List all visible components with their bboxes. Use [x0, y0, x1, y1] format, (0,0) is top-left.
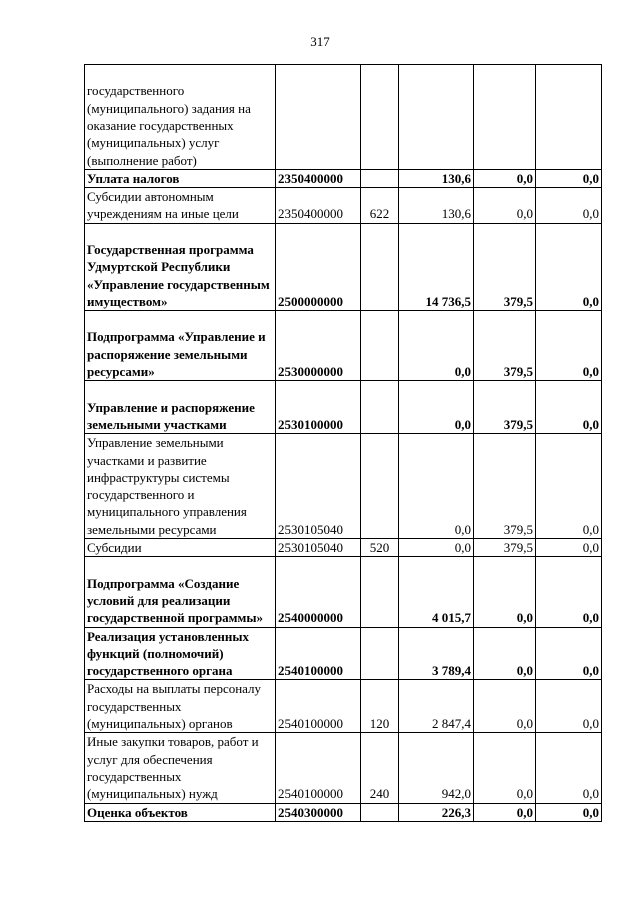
row-expense-type-cell — [361, 381, 399, 434]
row-code-cell: 2540100000 — [276, 627, 361, 680]
row-name-cell: Уплата налогов — [85, 169, 276, 187]
row-value-2-cell: 379,5 — [474, 381, 536, 434]
row-expense-type-cell — [361, 803, 399, 821]
row-value-3-cell: 0,0 — [536, 680, 602, 733]
row-value-3-cell: 0,0 — [536, 539, 602, 557]
row-name-cell: государственного (муниципального) задания на оказание государственных (муниципальных) услуг (выполнение работ) — [85, 65, 276, 170]
row-value-1-cell: 0,0 — [399, 381, 474, 434]
row-expense-type-cell — [361, 311, 399, 381]
row-value-3-cell — [536, 65, 602, 170]
row-value-3-cell: 0,0 — [536, 434, 602, 539]
row-value-2-cell: 0,0 — [474, 188, 536, 224]
row-code-cell: 2350400000 — [276, 169, 361, 187]
row-name-cell: Управление земельными участками и развитие инфраструктуры системы государственного и муниципального управления земельными ресурсами — [85, 434, 276, 539]
row-code-cell: 2540100000 — [276, 733, 361, 803]
row-expense-type-cell — [361, 557, 399, 627]
row-value-1-cell: 0,0 — [399, 539, 474, 557]
table-row — [85, 539, 602, 557]
row-name-cell: Иные закупки товаров, работ и услуг для обеспечения государственных (муниципальных) нужд — [85, 733, 276, 803]
row-name-cell: Управление и распоряжение земельными участками — [85, 381, 276, 434]
table-row — [85, 65, 602, 170]
row-code-cell: 2540300000 — [276, 803, 361, 821]
row-value-3-cell: 0,0 — [536, 803, 602, 821]
row-expense-type-cell — [361, 169, 399, 187]
budget-table — [84, 64, 602, 822]
row-code-cell: 2530000000 — [276, 311, 361, 381]
row-value-2-cell: 379,5 — [474, 539, 536, 557]
row-value-1-cell: 130,6 — [399, 169, 474, 187]
row-name-cell: Расходы на выплаты персоналу государственных (муниципальных) органов — [85, 680, 276, 733]
row-value-2-cell — [474, 65, 536, 170]
row-value-2-cell: 0,0 — [474, 733, 536, 803]
budget-table-body — [85, 65, 602, 822]
row-name-cell: Подпрограмма «Создание условий для реализации государственной программы» — [85, 557, 276, 627]
row-name-cell: Оценка объектов — [85, 803, 276, 821]
table-row — [85, 381, 602, 434]
row-name-cell: Реализация установленных функций (полномочий) государственного органа — [85, 627, 276, 680]
row-value-2-cell: 0,0 — [474, 803, 536, 821]
table-row — [85, 311, 602, 381]
row-expense-type-cell: 120 — [361, 680, 399, 733]
row-value-3-cell: 0,0 — [536, 188, 602, 224]
row-expense-type-cell — [361, 434, 399, 539]
row-code-cell: 2530105040 — [276, 434, 361, 539]
table-row — [85, 627, 602, 680]
row-code-cell: 2530105040 — [276, 539, 361, 557]
row-code-cell: 2540000000 — [276, 557, 361, 627]
row-value-2-cell: 379,5 — [474, 311, 536, 381]
row-value-2-cell: 379,5 — [474, 223, 536, 311]
table-row — [85, 434, 602, 539]
row-value-3-cell: 0,0 — [536, 381, 602, 434]
row-expense-type-cell: 240 — [361, 733, 399, 803]
row-value-2-cell: 0,0 — [474, 557, 536, 627]
row-value-2-cell: 0,0 — [474, 680, 536, 733]
row-value-3-cell: 0,0 — [536, 169, 602, 187]
row-value-1-cell: 130,6 — [399, 188, 474, 224]
table-row — [85, 188, 602, 224]
row-value-1-cell: 3 789,4 — [399, 627, 474, 680]
row-value-3-cell: 0,0 — [536, 557, 602, 627]
table-row — [85, 803, 602, 821]
row-value-1-cell: 0,0 — [399, 434, 474, 539]
row-code-cell: 2530100000 — [276, 381, 361, 434]
table-row — [85, 223, 602, 311]
row-value-2-cell: 0,0 — [474, 169, 536, 187]
row-value-3-cell: 0,0 — [536, 627, 602, 680]
row-value-1-cell: 4 015,7 — [399, 557, 474, 627]
row-value-3-cell: 0,0 — [536, 311, 602, 381]
row-name-cell: Государственная программа Удмуртской Республики «Управление государственным имуществом» — [85, 223, 276, 311]
row-expense-type-cell: 622 — [361, 188, 399, 224]
row-name-cell: Субсидии автономным учреждениям на иные цели — [85, 188, 276, 224]
row-value-1-cell: 14 736,5 — [399, 223, 474, 311]
row-value-1-cell: 942,0 — [399, 733, 474, 803]
row-value-3-cell: 0,0 — [536, 223, 602, 311]
table-row — [85, 169, 602, 187]
page-number: 317 — [310, 34, 330, 49]
row-value-3-cell: 0,0 — [536, 733, 602, 803]
row-value-1-cell: 226,3 — [399, 803, 474, 821]
row-value-2-cell: 0,0 — [474, 627, 536, 680]
row-value-2-cell: 379,5 — [474, 434, 536, 539]
row-expense-type-cell: 520 — [361, 539, 399, 557]
row-code-cell: 2540100000 — [276, 680, 361, 733]
row-value-1-cell — [399, 65, 474, 170]
row-code-cell: 2500000000 — [276, 223, 361, 311]
row-expense-type-cell — [361, 65, 399, 170]
row-expense-type-cell — [361, 223, 399, 311]
row-code-cell — [276, 65, 361, 170]
row-name-cell: Субсидии — [85, 539, 276, 557]
row-expense-type-cell — [361, 627, 399, 680]
row-code-cell: 2350400000 — [276, 188, 361, 224]
table-row — [85, 557, 602, 627]
row-value-1-cell: 2 847,4 — [399, 680, 474, 733]
row-value-1-cell: 0,0 — [399, 311, 474, 381]
table-row — [85, 733, 602, 803]
table-row — [85, 680, 602, 733]
row-name-cell: Подпрограмма «Управление и распоряжение земельными ресурсами» — [85, 311, 276, 381]
